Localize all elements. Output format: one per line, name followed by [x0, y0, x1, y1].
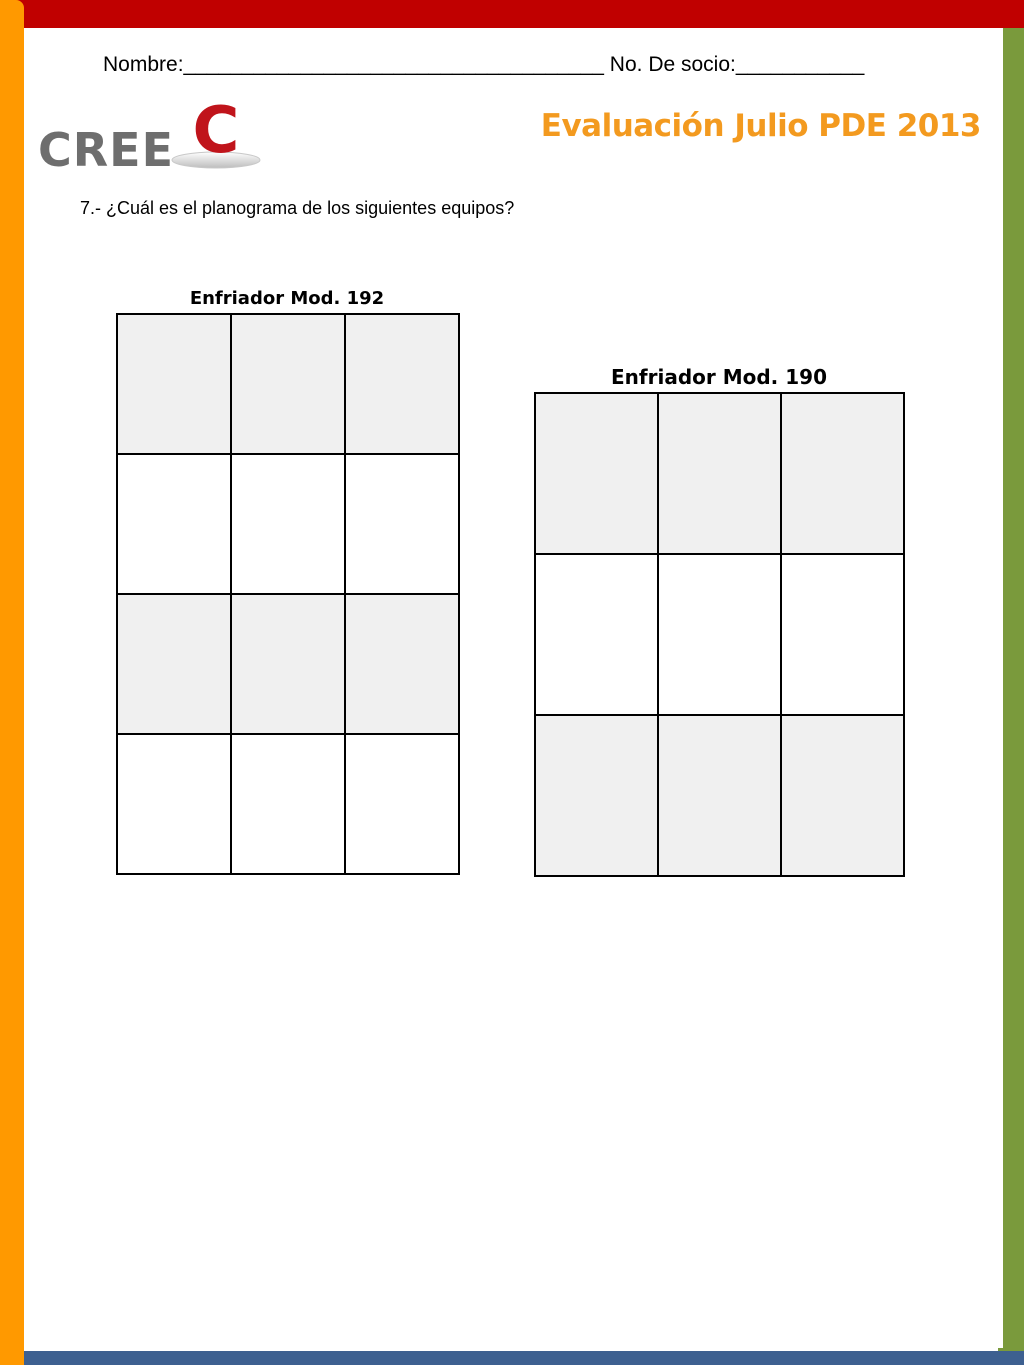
- cooler-192-title: Enfriador Mod. 192: [189, 288, 385, 309]
- planogram-cell[interactable]: [658, 554, 781, 715]
- bottom-border-bar: [24, 1351, 1024, 1365]
- shelf-row: [535, 393, 904, 554]
- planogram-cell[interactable]: [345, 314, 459, 454]
- planogram-cell[interactable]: [117, 594, 231, 734]
- svg-text:C: C: [192, 94, 240, 168]
- planogram-cell[interactable]: [117, 734, 231, 874]
- shelf-row: [117, 454, 459, 594]
- planogram-cell[interactable]: [535, 554, 658, 715]
- planogram-cell[interactable]: [117, 314, 231, 454]
- planogram-cell[interactable]: [781, 715, 904, 876]
- planogram-cell[interactable]: [535, 393, 658, 554]
- shelf-row: [117, 594, 459, 734]
- question-text: 7.- ¿Cuál es el planograma de los siguientes equipos?: [80, 198, 515, 218]
- cooler-192-planogram-grid: [116, 313, 460, 875]
- shelf-row: [535, 715, 904, 876]
- planogram-cell[interactable]: [231, 314, 345, 454]
- cooler-190-title: Enfriador Mod. 190: [611, 365, 827, 389]
- shelf-row: [117, 734, 459, 874]
- right-border-gap: [998, 28, 1003, 1348]
- planogram-cell[interactable]: [658, 393, 781, 554]
- planogram-cell[interactable]: [781, 554, 904, 715]
- planogram-cell[interactable]: [345, 594, 459, 734]
- evaluation-title: Evaluación Julio PDE 2013: [540, 108, 981, 144]
- shelf-row: [535, 554, 904, 715]
- planogram-cell[interactable]: [117, 454, 231, 594]
- shelf-row: [117, 314, 459, 454]
- planogram-cell[interactable]: [231, 454, 345, 594]
- cree-logo: [36, 94, 266, 176]
- planogram-cell[interactable]: [345, 734, 459, 874]
- planogram-cell[interactable]: [231, 734, 345, 874]
- cooler-190-planogram-grid: [534, 392, 905, 877]
- planogram-cell[interactable]: [345, 454, 459, 594]
- planogram-cell[interactable]: [658, 715, 781, 876]
- top-border-bar: [0, 0, 1024, 28]
- planogram-cell[interactable]: [535, 715, 658, 876]
- name-and-member-number-line: Nombre:____________________________________ No. De socio:___________: [103, 53, 865, 76]
- left-border-bar: [0, 0, 24, 1365]
- svg-text:CREE: CREE: [38, 123, 175, 176]
- planogram-cell[interactable]: [231, 594, 345, 734]
- planogram-cell[interactable]: [781, 393, 904, 554]
